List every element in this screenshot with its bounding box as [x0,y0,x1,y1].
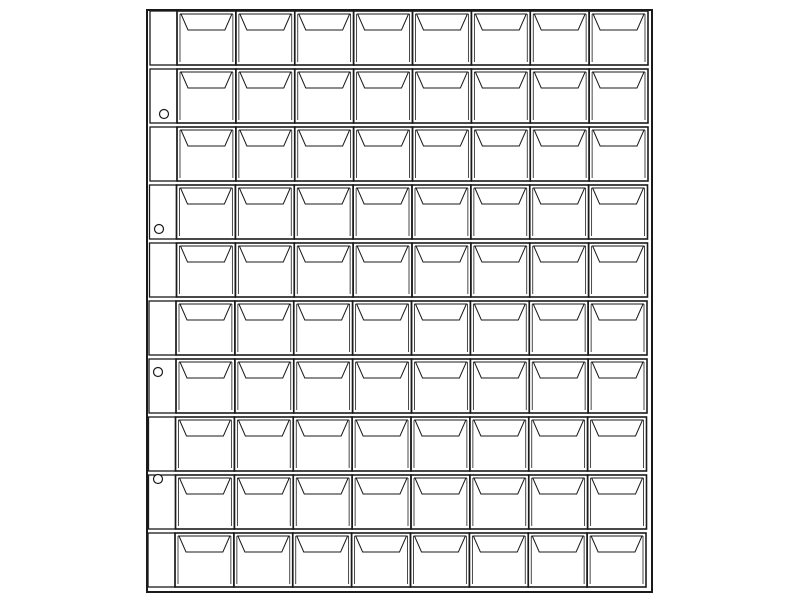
binder-hole [160,110,169,119]
binder-hole [155,225,164,234]
binder-hole [154,475,163,484]
binder-hole [154,368,163,377]
